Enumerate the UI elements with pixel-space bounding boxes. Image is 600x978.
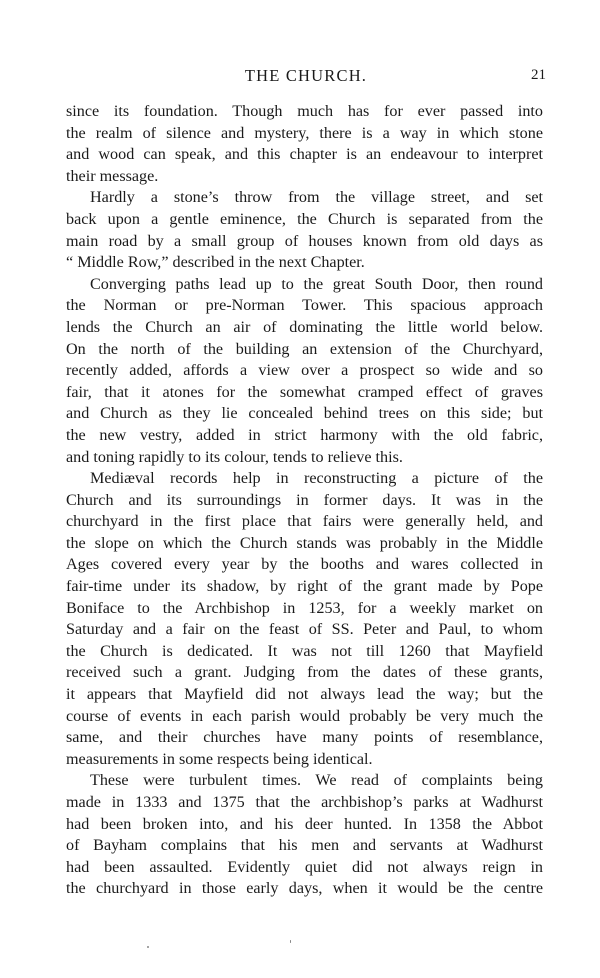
text-line: On the north of the building an extension of the Churchyard,	[66, 340, 543, 358]
text-line: the Norman or pre-Norman Tower. This spacious approach	[66, 297, 543, 315]
text-line: fair-time under its shadow, by right of the grant made by Pope	[66, 578, 543, 596]
text-line: Hardly a stone’s throw from the village street, and set	[90, 189, 543, 207]
text-line: had been broken into, and his deer hunted. In 1358 the Abbot	[66, 815, 543, 833]
text-line: the Church is dedicated. It was not till 1260 that Mayfield	[66, 642, 543, 660]
text-line: made in 1333 and 1375 that the archbishop’s parks at Wadhurst	[66, 794, 543, 811]
running-head	[66, 66, 546, 88]
text-line: had been assaulted. Evidently quiet did not always reign in	[66, 858, 543, 876]
text-line: recently added, affords a view over a prospect so wide and so	[66, 362, 543, 380]
body-text	[66, 101, 543, 900]
text-line: Boniface to the Archbishop in 1253, for a weekly market on	[66, 599, 543, 617]
text-line: fair, that it atones for the somewhat cramped effect of graves	[66, 383, 543, 401]
text-line: the slope on which the Church stands was probably in the Middle	[66, 534, 543, 552]
text-line: back upon a gentle eminence, the Church is separated from the	[66, 210, 543, 228]
text-line: These were turbulent times. We read of complaints being	[90, 772, 543, 790]
text-line: course of events in each parish would probably be very much the	[66, 707, 543, 725]
text-line: “ Middle Row,” described in the next Chapter.	[66, 254, 365, 272]
text-line: Mediæval records help in reconstructing a picture of the	[90, 470, 543, 488]
paper-speck	[147, 946, 149, 948]
text-line: received such a grant. Judging from the dates of these grants,	[66, 664, 543, 682]
page-number: 21	[531, 67, 546, 83]
text-line: and Church as they lie concealed behind trees on this side; but	[66, 405, 543, 423]
text-line: Ages covered every year by the booths and wares collected in	[66, 556, 543, 574]
text-line: the new vestry, added in strict harmony with the old fabric,	[66, 426, 543, 444]
text-line: and wood can speak, and this chapter is an endeavour to interpret	[66, 146, 543, 164]
text-line: lends the Church an air of dominating the little world below.	[66, 318, 543, 336]
text-line: Converging paths lead up to the great South Door, then round	[90, 275, 543, 293]
text-line: measurements in some respects being identical.	[66, 750, 373, 768]
text-line: churchyard in the first place that fairs were generally held, and	[66, 513, 543, 531]
text-line: Saturday and a fair on the feast of SS. Peter and Paul, to whom	[66, 621, 543, 639]
text-line: since its foundation. Though much has for ever passed into	[66, 103, 543, 120]
running-title: THE CHURCH.	[244, 66, 368, 85]
text-line: the churchyard in those early days, when it would be the centre	[66, 880, 543, 898]
text-line: the realm of silence and mystery, there is a way in which stone	[66, 124, 543, 142]
paper-speck	[290, 940, 291, 943]
text-line: same, and their churches have many points of resemblance,	[66, 729, 543, 747]
text-line: their message.	[66, 167, 159, 185]
text-line: and toning rapidly to its colour, tends to relieve this.	[66, 448, 403, 466]
text-line: main road by a small group of houses known from old days as	[66, 232, 543, 250]
text-line: of Bayham complains that his men and servants at Wadhurst	[66, 837, 543, 855]
text-line: it appears that Mayfield did not always lead the way; but the	[66, 686, 543, 704]
text-line: Church and its surroundings in former days. It was in the	[66, 491, 543, 509]
